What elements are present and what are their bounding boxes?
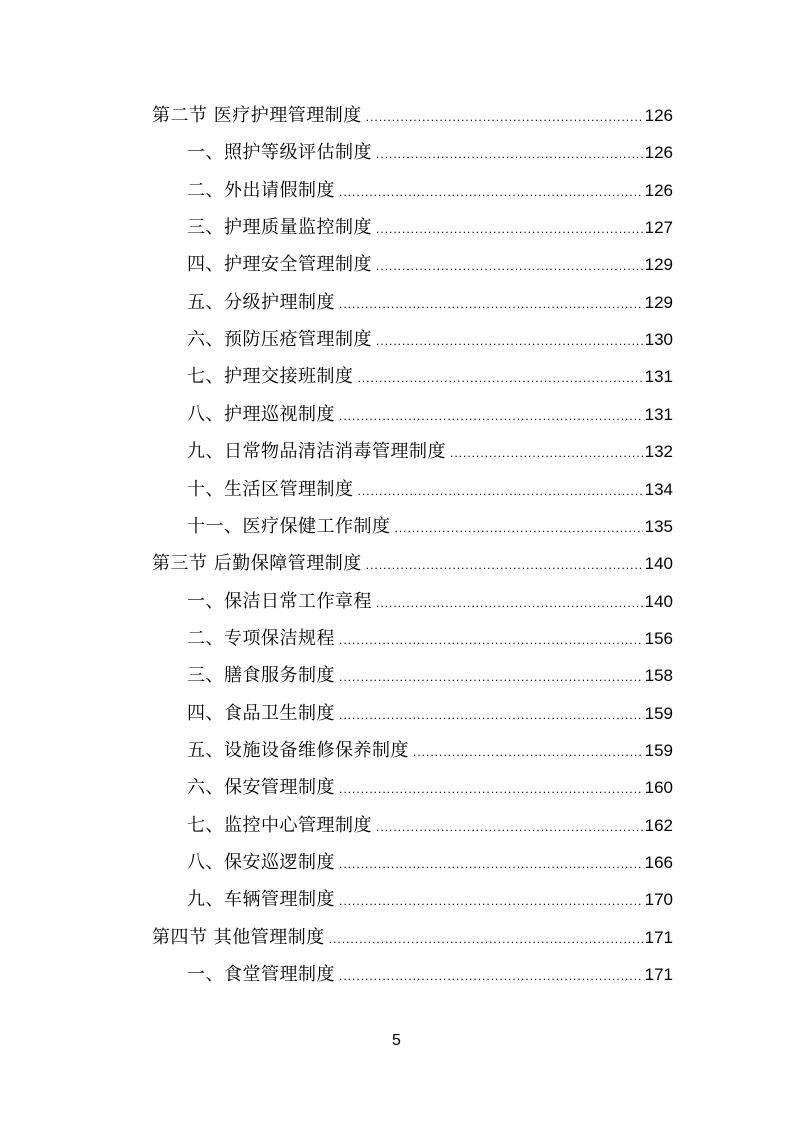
toc-dot-leader <box>366 102 643 132</box>
toc-entry[interactable] <box>152 549 673 579</box>
toc-entry-title: 十、生活区管理制度 <box>187 478 354 500</box>
toc-entry[interactable] <box>187 736 673 766</box>
toc-dot-leader <box>339 662 643 692</box>
toc-entry-title: 六、预防压疮管理制度 <box>187 329 372 351</box>
toc-dot-leader <box>376 588 643 618</box>
toc-entry-title: 九、日常物品清洁消毒管理制度 <box>187 441 446 463</box>
toc-entry-page: 130 <box>644 330 673 350</box>
toc-entry[interactable] <box>187 885 673 915</box>
toc-entry-page: 132 <box>644 442 673 462</box>
toc-entry-title: 九、车辆管理制度 <box>187 889 335 911</box>
toc-dot-leader <box>329 924 643 954</box>
toc-entry-title: 第四节 其他管理制度 <box>152 926 325 948</box>
toc-dot-leader <box>339 625 643 655</box>
toc-entry[interactable] <box>187 400 673 430</box>
toc-entry-title: 八、护理巡视制度 <box>187 403 335 425</box>
toc-dot-leader <box>376 214 643 244</box>
toc-dot-leader <box>376 326 643 356</box>
toc-entry-page: 140 <box>644 591 673 611</box>
toc-entry-title: 四、护理安全管理制度 <box>187 254 372 276</box>
toc-entry-page: 131 <box>644 404 673 424</box>
toc-entry-title: 八、保安巡逻制度 <box>187 852 335 873</box>
toc-dot-leader <box>376 251 643 281</box>
toc-entry[interactable] <box>187 213 673 243</box>
toc-entry-title: 二、外出请假制度 <box>187 179 335 201</box>
toc-entry-page: 127 <box>644 218 673 238</box>
toc-entry-page: 140 <box>644 554 673 574</box>
toc-entry-page: 129 <box>644 292 673 312</box>
toc-dot-leader <box>339 849 643 879</box>
toc-entry-title: 七、护理交接班制度 <box>187 366 354 388</box>
toc-dot-leader <box>413 737 643 767</box>
toc-entry[interactable] <box>187 960 673 990</box>
toc-entry-title: 二、专项保洁规程 <box>187 627 335 649</box>
toc-entry-page: 159 <box>644 740 673 760</box>
toc-entry-title: 第二节 医疗护理管理制度 <box>152 105 362 126</box>
toc-entry[interactable] <box>187 176 673 206</box>
toc-entry-title: 三、护理质量监控制度 <box>187 217 372 239</box>
toc-entry-title: 十一、医疗保健工作制度 <box>187 515 391 537</box>
toc-entry-page: 166 <box>644 853 673 872</box>
toc-entry-page: 156 <box>644 628 673 648</box>
toc-entry-title: 五、设施设备维修保养制度 <box>187 739 409 761</box>
toc-dot-leader <box>339 401 643 431</box>
toc-dot-leader <box>339 177 643 207</box>
toc-dot-leader <box>376 812 643 842</box>
toc-entry-page: 135 <box>644 516 673 536</box>
toc-dot-leader <box>339 774 643 804</box>
toc-entry-page: 158 <box>644 666 673 686</box>
toc-entry-page: 171 <box>644 927 673 947</box>
toc-entry-title: 第三节 后勤保障管理制度 <box>152 553 362 575</box>
toc-entry-page: 126 <box>644 180 673 200</box>
toc-dot-leader <box>339 961 643 991</box>
toc-entry-title: 五、分级护理制度 <box>187 291 335 313</box>
toc-entry-page: 131 <box>644 367 673 387</box>
toc-dot-leader <box>376 139 643 169</box>
toc-entry[interactable] <box>187 512 673 542</box>
toc-entry-page: 129 <box>644 255 673 275</box>
toc-entry[interactable] <box>187 250 673 280</box>
toc-entry-page: 159 <box>644 703 673 723</box>
toc-dot-leader <box>450 438 643 468</box>
toc-entry[interactable] <box>187 325 673 355</box>
toc-entry[interactable] <box>187 699 673 729</box>
toc-entry[interactable] <box>187 437 673 467</box>
toc-entry-title: 六、保安管理制度 <box>187 777 335 799</box>
toc-dot-leader <box>339 700 643 730</box>
toc-entry-page: 134 <box>644 479 673 499</box>
toc-entry-page: 171 <box>644 965 673 985</box>
toc-entry-page: 126 <box>644 106 673 125</box>
toc-entry-page: 126 <box>644 143 673 163</box>
toc-dot-leader <box>339 289 643 319</box>
toc-entry-title: 一、照护等级评估制度 <box>187 142 372 164</box>
toc-entry-page: 160 <box>644 778 673 798</box>
toc-entry[interactable] <box>187 587 673 617</box>
toc-entry[interactable] <box>187 624 673 654</box>
toc-entry[interactable] <box>187 661 673 691</box>
toc-entry[interactable] <box>187 138 673 168</box>
toc-entry[interactable] <box>152 101 673 131</box>
toc-dot-leader <box>339 886 643 916</box>
toc-entry[interactable] <box>152 923 673 953</box>
toc-entry-page: 170 <box>644 890 673 910</box>
toc-dot-leader <box>366 550 643 580</box>
toc-entry-title: 七、监控中心管理制度 <box>187 814 372 836</box>
toc-entry-title: 三、膳食服务制度 <box>187 665 335 687</box>
toc-entry-title: 一、食堂管理制度 <box>187 964 335 986</box>
toc-dot-leader <box>395 513 643 543</box>
toc-entry[interactable] <box>187 811 673 841</box>
toc-entry[interactable] <box>187 848 673 878</box>
page-number: 5 <box>392 1032 401 1049</box>
toc-dot-leader <box>358 363 643 393</box>
toc-entry[interactable] <box>187 475 673 505</box>
toc-entry-page: 162 <box>644 815 673 835</box>
toc-entry[interactable] <box>187 362 673 392</box>
toc-entry-title: 一、保洁日常工作章程 <box>187 590 372 612</box>
toc-entry-title: 四、食品卫生制度 <box>187 702 335 724</box>
toc-dot-leader <box>358 476 643 506</box>
toc-entry[interactable] <box>187 288 673 318</box>
toc-entry[interactable] <box>187 773 673 803</box>
